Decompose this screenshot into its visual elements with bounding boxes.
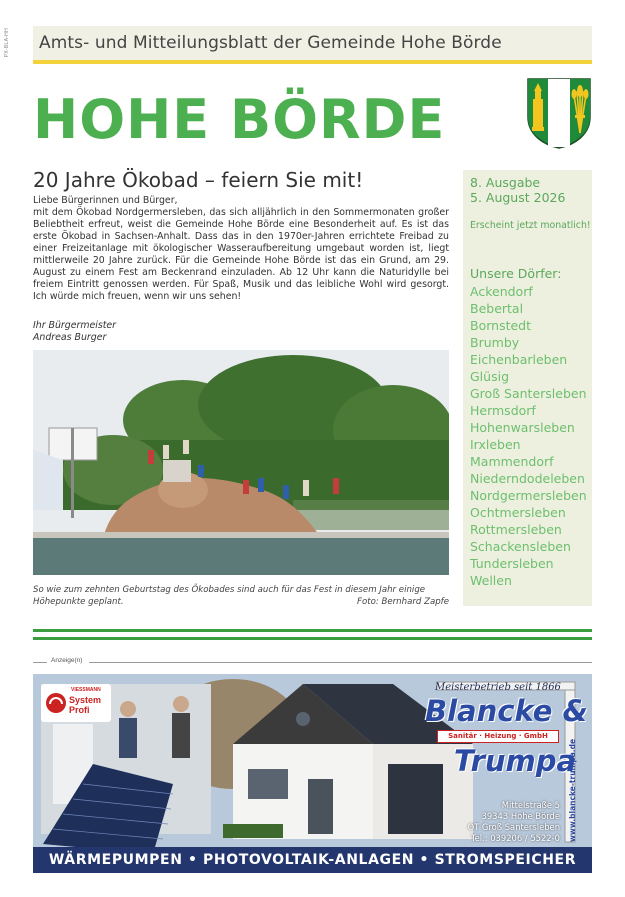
signature [33, 320, 116, 344]
ad-brand-line-1: Blancke & [425, 694, 588, 728]
village-item: Irxleben [470, 437, 521, 452]
system-profi-line-1: System [69, 695, 102, 705]
green-divider-bottom [33, 637, 592, 640]
village-item: Schackensleben [470, 539, 571, 554]
villages-list [470, 283, 587, 589]
system-profi-line-2: Profi [69, 705, 90, 715]
issue-info [470, 175, 565, 205]
article-text: mit dem Ökobad Nordgermersleben, das sich alljährlich in den Sommermonaten großer Beliebtheit erfreut, weist die Gemeinde Hohe Börde eine Besonderheit auf. Es ist das erste Ökobad in Sachsen-Anhalt. Dass das in den 1970er-Jahren errichtete Freibad zu einer Freizeitanlage mit ökologischer Wasseraufbereitung umgebaut worden ist, liegt mittlerweile 20 Jahre zurück. Für die Gemeinde Hohe Börde ist das ein Grund, am 29. August zu einem Fest am Beckenrand einzuladen. Ab 12 Uhr kann die Naturidylle bei freiem Eintritt genossen werden. Für Spaß, Musik und das leibliche Wohl wird gesorgt. Ich würde mich freuen, wenn wir uns sehen! [33, 207, 449, 302]
issue-date: 5. August 2026 [470, 190, 566, 205]
ad-street: Mittelstraße 5 [501, 800, 560, 810]
caption-line-2: Höhepunkte geplant. [33, 597, 124, 607]
ad-brand-line-2: Trumpa [454, 744, 577, 778]
village-item: Glüsig [470, 369, 510, 384]
ad-services-strip: WÄRMEPUMPEN • PHOTOVOLTAIK-ANLAGEN • STROMSPEICHER [33, 847, 592, 873]
viessmann-brand: VIESSMANN [71, 687, 101, 693]
caption-line-1: So wie zum zehnten Geburtstag des Ökobades sind auch für das Fest in diesem Jahr einige [33, 585, 426, 595]
ad-website: www.blancke-trumpa.de [568, 738, 577, 842]
article-title: 20 Jahre Ökobad – feiern Sie mit! [33, 168, 364, 192]
advertisement [33, 674, 592, 873]
coat-of-arms-icon [526, 77, 592, 149]
issue-number: 8. Ausgabe [470, 175, 541, 190]
system-profi [69, 695, 101, 715]
green-divider-top [33, 629, 592, 632]
photo-credit: Foto: Bernhard Zapfe [357, 597, 449, 607]
article-photo [33, 350, 449, 575]
village-item: Hermsdorf [470, 403, 536, 418]
header-band [33, 26, 592, 60]
ad-city: 39343 Hohe Börde [481, 811, 560, 821]
ad-address [460, 800, 560, 844]
ad-label-rule-right [89, 662, 592, 663]
village-item: Ochtmersleben [470, 505, 566, 520]
ad-phone: Tel.: 039206 / 5522-0 [470, 833, 560, 843]
ad-tagline: Sanitär · Heizung · GmbH [437, 730, 559, 743]
village-item: Mammendorf [470, 454, 554, 469]
monthly-note: Erscheint jetzt monatlich! [470, 220, 591, 231]
village-item: Ackendorf [470, 284, 533, 299]
village-item: Wellen [470, 573, 512, 588]
ad-meister: Meisterbetrieb seit 1866 [435, 682, 561, 693]
ad-label-rule-left [33, 662, 47, 663]
village-item: Bornstedt [470, 318, 532, 333]
signature-role: Ihr Bürgermeister [33, 320, 117, 331]
village-item: Tundersleben [470, 556, 554, 571]
village-item: Niederndodeleben [470, 471, 585, 486]
ad-district: OT Groß Santersleben [467, 822, 560, 832]
village-item: Hohenwarsleben [470, 420, 575, 435]
ad-label: Anzeige(n) [51, 657, 83, 664]
photo-caption [33, 584, 449, 608]
header-title: Amts- und Mitteilungsblatt der Gemeinde Hohe Börde [39, 33, 502, 53]
article-greeting: Liebe Bürgerinnen und Bürger, [33, 195, 178, 206]
village-item: Rottmersleben [470, 522, 562, 537]
village-item: Groß Santersleben [470, 386, 587, 401]
village-item: Bebertal [470, 301, 524, 316]
village-item: Eichenbarleben [470, 352, 568, 367]
villages-title: Unsere Dörfer: [470, 266, 562, 281]
side-code: PX-BLA-HH [4, 28, 10, 58]
village-item: Nordgermersleben [470, 488, 587, 503]
sidebar [463, 170, 592, 606]
viessmann-badge [41, 684, 111, 722]
masthead: HOHE BÖRDE [33, 88, 446, 151]
article-body [33, 195, 449, 303]
yellow-divider [33, 60, 592, 64]
ad-label-row [33, 657, 592, 667]
village-item: Brumby [470, 335, 520, 350]
signature-name: Andreas Burger [33, 332, 107, 343]
viessmann-logo-icon [45, 692, 67, 714]
